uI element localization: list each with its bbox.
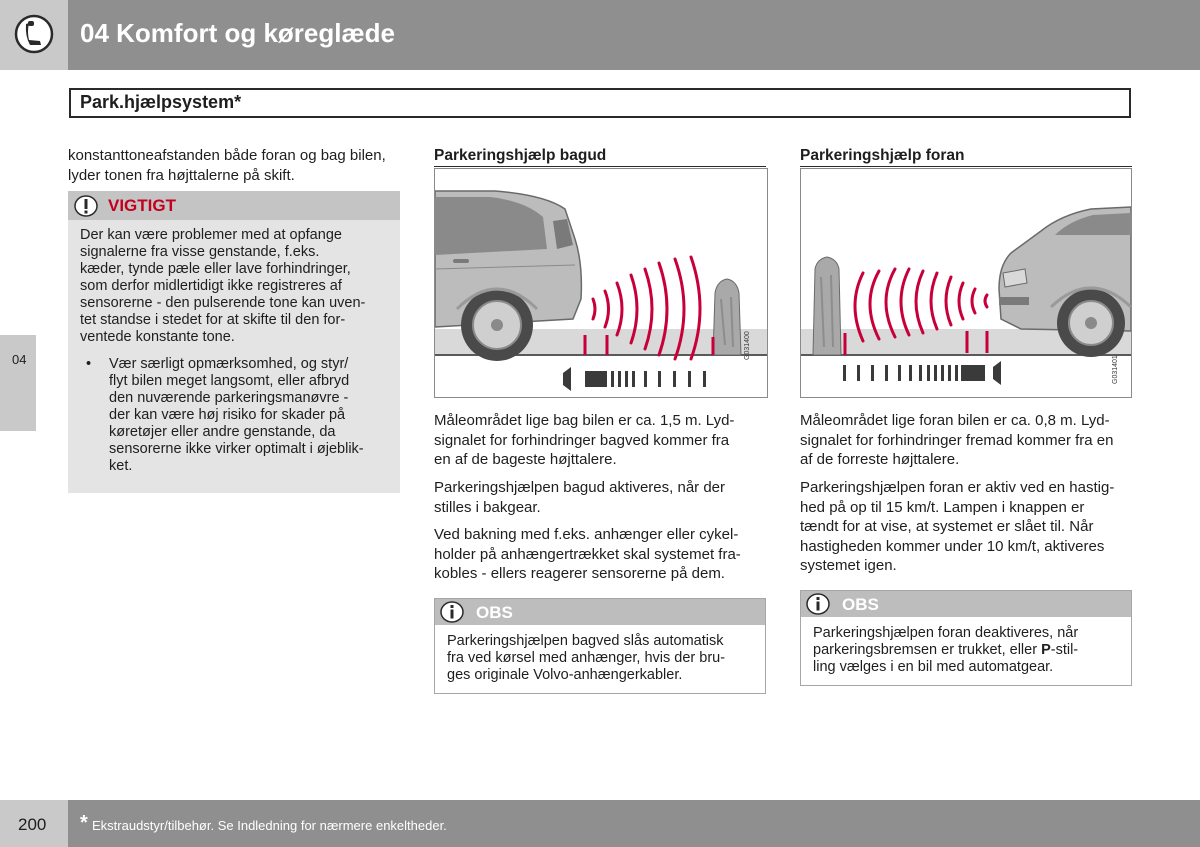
text-line: Måleområdet lige bag bilen er ca. 1,5 m. Lyd- bbox=[434, 412, 735, 429]
rear-heading: Parkeringshjælp bagud bbox=[434, 147, 607, 164]
text-line: Parkeringshjælpen foran er aktiv ved en hastig- bbox=[800, 479, 1115, 496]
text-line: holder på anhængertrækket skal systemet fra- bbox=[434, 545, 741, 563]
rear-obs-text bbox=[447, 633, 761, 684]
text-line: ges originale Volvo-anhængerkabler. bbox=[447, 667, 683, 683]
speaker-icon bbox=[993, 361, 1001, 385]
rear-parking-figure bbox=[434, 168, 768, 398]
text-line: af de forreste højttalere. bbox=[800, 451, 960, 468]
front-para-1 bbox=[800, 411, 1134, 470]
important-bullet-line: køretøjer eller andre genstande, da bbox=[109, 424, 336, 440]
speaker-icon bbox=[563, 367, 571, 391]
front-para-2 bbox=[800, 478, 1134, 576]
text-line bbox=[813, 642, 1127, 659]
intro-paragraph: konstanttoneafstanden både foran og bag bilen, lyder tonen fra højttalerne på skift. bbox=[68, 147, 386, 184]
important-line: Der kan være problemer med at opfange bbox=[80, 227, 342, 243]
important-bullet: • bbox=[86, 356, 92, 372]
text-line: en af de bageste højttalere. bbox=[434, 451, 617, 468]
important-line: signalerne fra visse genstande, f.eks. bbox=[80, 244, 320, 260]
warning-icon bbox=[74, 195, 98, 217]
chapter-side-tab-number: 04 bbox=[12, 352, 27, 367]
front-obs-title: OBS bbox=[842, 595, 879, 614]
text-fragment: parkeringsbremsen er trukket, eller bbox=[813, 642, 1038, 658]
important-line: tet standse i stedet for at skifte til den for- bbox=[80, 312, 346, 328]
text-line: kobles - ellers reagerer sensorerne på dem. bbox=[434, 565, 725, 582]
text-line: Parkeringshjælpen bagud aktiveres, når der bbox=[434, 479, 725, 496]
info-icon bbox=[806, 593, 830, 615]
text-line: Parkeringshjælpen bagved slås automatisk bbox=[447, 633, 724, 649]
important-bullet-line: sensorerne ikke virker optimalt i øjeblik- bbox=[109, 441, 364, 457]
text-line: Parkeringshjælpen foran deaktiveres, når bbox=[813, 625, 1079, 641]
important-bullet-line: Vær særligt opmærksomhed, og styr/ bbox=[109, 356, 349, 372]
chapter-side-tab bbox=[0, 335, 36, 431]
text-line: Måleområdet lige foran bilen er ca. 0,8 m. Lyd- bbox=[800, 412, 1110, 429]
text-line: hed på op til 15 km/t. Lampen i knappen er bbox=[800, 498, 1085, 516]
text-line: signalet for forhindringer fremad kommer fra en bbox=[800, 431, 1114, 449]
rear-parking-illustration bbox=[435, 169, 767, 397]
footnote: Ekstraudstyr/tilbehør. Se Indledning for nærmere enkeltheder. bbox=[92, 818, 447, 833]
rear-obs-title: OBS bbox=[476, 603, 513, 622]
rear-figure-code: G031400 bbox=[744, 331, 751, 360]
info-icon bbox=[440, 601, 464, 623]
important-title: VIGTIGT bbox=[108, 196, 176, 215]
rear-para-2 bbox=[434, 478, 768, 517]
important-line: som derfor midlertidigt ikke registreres af bbox=[80, 278, 342, 294]
important-line: ventede konstante tone. bbox=[80, 329, 235, 345]
important-bullet-line: der kan være høj risiko for skader på bbox=[109, 407, 346, 423]
text-line: Ved bakning med f.eks. anhænger eller cykel- bbox=[434, 526, 739, 543]
text-line: tændt for at vise, at systemet er slået til. Når bbox=[800, 518, 1094, 535]
text-line: systemet igen. bbox=[800, 557, 897, 574]
rear-heading-rule bbox=[434, 166, 766, 167]
front-heading-rule bbox=[800, 166, 1132, 167]
front-figure-code: G031401 bbox=[1112, 355, 1119, 384]
page-number: 200 bbox=[18, 815, 47, 834]
important-bullet-text bbox=[109, 356, 394, 475]
text-line: fra ved kørsel med anhænger, hvis der bru- bbox=[447, 650, 726, 666]
chapter-title: 04 Komfort og køreglæde bbox=[80, 18, 395, 48]
seat-icon bbox=[14, 14, 54, 54]
rear-para-3 bbox=[434, 525, 768, 584]
footnote-star: * bbox=[80, 812, 88, 834]
text-line: signalet for forhindringer bagved kommer fra bbox=[434, 431, 730, 449]
front-parking-illustration bbox=[801, 169, 1131, 397]
text-line: ling vælges i en bil med automatgear. bbox=[813, 659, 1054, 675]
important-bullet-line: den nuværende parkeringsmanøvre - bbox=[109, 390, 349, 406]
rear-para-1 bbox=[434, 411, 768, 470]
section-title: Park.hjælpsystem* bbox=[80, 92, 242, 112]
important-text bbox=[80, 227, 392, 346]
front-obs-text bbox=[813, 625, 1127, 676]
important-bullet-line: flyt bilen meget langsomt, eller afbryd bbox=[109, 373, 350, 389]
gear-p-label: P bbox=[1041, 642, 1051, 658]
important-bullet-line: ket. bbox=[109, 458, 133, 474]
front-heading: Parkeringshjælp foran bbox=[800, 147, 965, 164]
text-line: stilles i bakgear. bbox=[434, 498, 541, 516]
text-fragment: -stil- bbox=[1050, 642, 1079, 658]
front-parking-figure bbox=[800, 168, 1132, 398]
important-line: sensorerne - den pulserende tone kan uven- bbox=[80, 295, 366, 311]
text-line: hastigheden kommer under 10 km/t, aktiveres bbox=[800, 537, 1105, 555]
important-line: kæder, tynde pæle eller lave forhindringer, bbox=[80, 261, 351, 277]
